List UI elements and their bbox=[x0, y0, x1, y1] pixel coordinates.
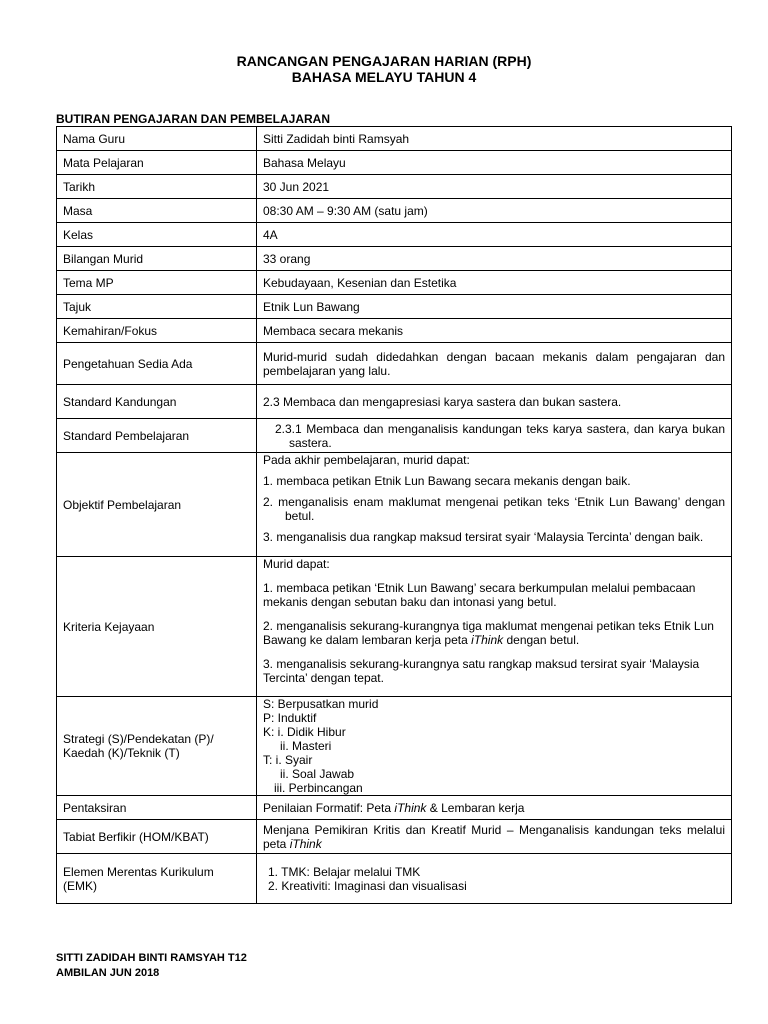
objektif-item: 1. membaca petikan Etnik Lun Bawang secara mekanis dengan baik. bbox=[263, 474, 631, 488]
row-value: Sitti Zadidah binti Ramsyah bbox=[257, 127, 732, 151]
row-label: Tajuk bbox=[57, 295, 257, 319]
row-value: 2.3 Membaca dan mengapresiasi karya sastera dan bukan sastera. bbox=[257, 385, 732, 419]
strategi-line: S: Berpusatkan murid bbox=[263, 697, 379, 711]
spacer bbox=[263, 523, 725, 530]
row-value: 4A bbox=[257, 223, 732, 247]
row-label: Kriteria Kejayaan bbox=[57, 557, 257, 697]
strategi-label-line: Kaedah (K)/Teknik (T) bbox=[63, 746, 180, 760]
row-value bbox=[257, 453, 732, 557]
document-subtitle: BAHASA MELAYU TAHUN 4 bbox=[291, 69, 477, 85]
row-value bbox=[257, 419, 732, 453]
spacer bbox=[263, 647, 725, 657]
objektif-item: 2. menganalisis enam maklumat mengenai petikan teks ‘Etnik Lun Bawang’ dengan betul. bbox=[263, 495, 725, 523]
strategi-line: ii. Masteri bbox=[280, 739, 332, 753]
row-label bbox=[57, 697, 257, 796]
table-row bbox=[57, 796, 732, 820]
table-row bbox=[57, 557, 732, 697]
row-value: Membaca secara mekanis bbox=[257, 319, 732, 343]
footer-author: SITTI ZADIDAH BINTI RAMSYAH T12 bbox=[56, 952, 247, 964]
document-title: RANCANGAN PENGAJARAN HARIAN (RPH) bbox=[236, 53, 532, 69]
row-value bbox=[257, 820, 732, 854]
rph-table bbox=[56, 126, 732, 904]
row-label bbox=[57, 854, 257, 904]
spacer bbox=[263, 488, 725, 495]
strategi-line: iii. Perbincangan bbox=[274, 781, 363, 795]
row-label: Mata Pelajaran bbox=[57, 151, 257, 175]
row-label: Bilangan Murid bbox=[57, 247, 257, 271]
strategi-line: ii. Soal Jawab bbox=[280, 767, 355, 781]
pentaksiran-end: & Lembaran kerja bbox=[426, 800, 525, 815]
row-label: Kelas bbox=[57, 223, 257, 247]
strategi-line: K: i. Didik Hibur bbox=[263, 725, 346, 739]
kriteria-item2-end: dengan betul. bbox=[503, 633, 580, 647]
emk-label-line: Elemen Merentas Kurikulum bbox=[63, 864, 214, 879]
row-value: 08:30 AM – 9:30 AM (satu jam) bbox=[257, 199, 732, 223]
table-row bbox=[57, 820, 732, 854]
ithink-term: iThink bbox=[394, 800, 427, 815]
kriteria-intro: Murid dapat: bbox=[263, 557, 330, 571]
row-value bbox=[257, 854, 732, 904]
row-value: Kebudayaan, Kesenian dan Estetika bbox=[257, 271, 732, 295]
table-row bbox=[57, 453, 732, 557]
objektif-intro: Pada akhir pembelajaran, murid dapat: bbox=[263, 453, 470, 467]
table-row bbox=[57, 295, 732, 319]
table-row bbox=[57, 419, 732, 453]
row-label: Objektif Pembelajaran bbox=[57, 453, 257, 557]
table-row bbox=[57, 697, 732, 796]
row-value: Murid-murid sudah didedahkan dengan bacaan mekanis dalam pengajaran dan pembelajaran yang lalu. bbox=[257, 343, 732, 385]
table-row bbox=[57, 151, 732, 175]
ithink-term: iThink bbox=[289, 836, 322, 851]
strategi-line: T: i. Syair bbox=[263, 753, 313, 767]
table-row bbox=[57, 854, 732, 904]
strategi-label-line: Strategi (S)/Pendekatan (P)/ bbox=[63, 732, 214, 746]
pentaksiran-text: Penilaian Formatif: Peta bbox=[263, 800, 395, 815]
emk-item: 1. TMK: Belajar melalui TMK bbox=[268, 864, 421, 879]
kriteria-item: 3. menganalisis sekurang-kurangnya satu rangkap maksud tersirat syair ‘Malaysia Tercinta’ dengan tepat. bbox=[263, 657, 700, 685]
kriteria-item bbox=[263, 619, 725, 647]
tabiat-text: Menjana Pemikiran Kritis dan Kreatif Murid – Menganalisis kandungan teks melalui peta bbox=[263, 822, 725, 851]
table-row bbox=[57, 343, 732, 385]
strategi-line: P: Induktif bbox=[263, 711, 317, 725]
emk-label-line: (EMK) bbox=[63, 878, 97, 893]
row-value: Bahasa Melayu bbox=[257, 151, 732, 175]
table-row bbox=[57, 271, 732, 295]
kriteria-item2-text: 2. menganalisis sekurang-kurangnya tiga maklumat mengenai petikan teks Etnik Lun Bawang ke dalam lembaran kerja peta bbox=[263, 619, 714, 647]
section-title: BUTIRAN PENGAJARAN DAN PEMBELAJARAN bbox=[56, 112, 331, 126]
table-row bbox=[57, 247, 732, 271]
spacer bbox=[263, 467, 725, 474]
spacer bbox=[263, 609, 725, 619]
row-value: 33 orang bbox=[257, 247, 732, 271]
row-value bbox=[257, 796, 732, 820]
row-label: Standard Kandungan bbox=[57, 385, 257, 419]
row-label: Standard Pembelajaran bbox=[57, 419, 257, 453]
row-label: Masa bbox=[57, 199, 257, 223]
table-row bbox=[57, 319, 732, 343]
standard-pembelajaran-text: 2.3.1 Membaca dan menganalisis kandungan teks karya sastera, dan karya bukan sastera. bbox=[275, 421, 725, 450]
row-label: Tarikh bbox=[57, 175, 257, 199]
row-value: 30 Jun 2021 bbox=[257, 175, 732, 199]
row-label: Pengetahuan Sedia Ada bbox=[57, 343, 257, 385]
table-row bbox=[57, 223, 732, 247]
row-value bbox=[257, 697, 732, 796]
row-label: Tabiat Berfikir (HOM/KBAT) bbox=[57, 820, 257, 854]
table-row bbox=[57, 199, 732, 223]
spacer bbox=[263, 571, 725, 581]
footer-intake: AMBILAN JUN 2018 bbox=[56, 967, 160, 979]
ithink-term: iThink bbox=[471, 633, 504, 647]
row-label: Tema MP bbox=[57, 271, 257, 295]
row-value bbox=[257, 557, 732, 697]
table-row bbox=[57, 127, 732, 151]
row-label: Nama Guru bbox=[57, 127, 257, 151]
table-row bbox=[57, 385, 732, 419]
row-label: Pentaksiran bbox=[57, 796, 257, 820]
objektif-item: 3. menganalisis dua rangkap maksud tersirat syair ‘Malaysia Tercinta’ dengan baik. bbox=[263, 530, 704, 544]
kriteria-item: 1. membaca petikan ‘Etnik Lun Bawang’ secara berkumpulan melalui pembacaan mekanis dengan sebutan baku dan intonasi yang betul. bbox=[263, 581, 696, 609]
table-row bbox=[57, 175, 732, 199]
row-label: Kemahiran/Fokus bbox=[57, 319, 257, 343]
row-value: Etnik Lun Bawang bbox=[257, 295, 732, 319]
emk-item: 2. Kreativiti: Imaginasi dan visualisasi bbox=[268, 878, 467, 893]
